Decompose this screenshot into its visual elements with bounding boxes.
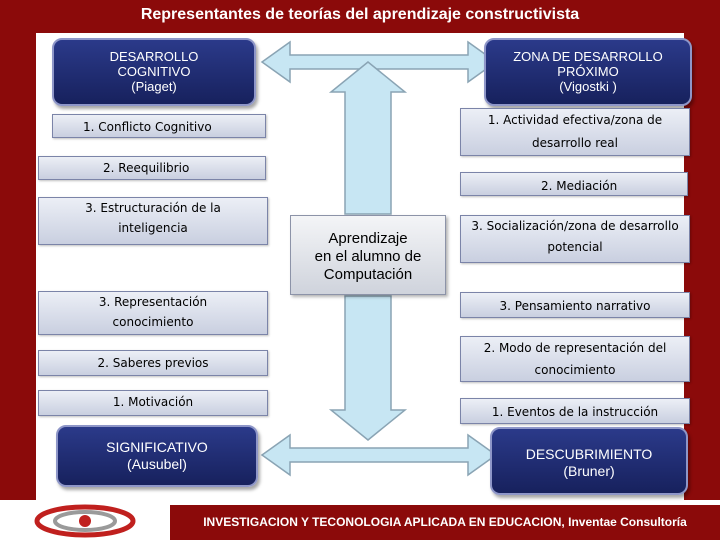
vigotski-box (484, 38, 692, 106)
bar-representacion (38, 291, 268, 335)
bar-motivacion (38, 390, 268, 416)
footer-bar: INVESTIGACION Y TECONOLOGIA APLICADA EN EDUCACION, Inventae Consultoría (170, 505, 720, 540)
ausubel-line1: SIGNIFICATIVO (106, 439, 208, 455)
bar-eventos (460, 398, 690, 424)
center-line3: Computación (323, 266, 413, 283)
piaget-line2: COGNITIVO (117, 64, 191, 79)
eventos-label: 1. Eventos de la instrucción (491, 405, 659, 419)
bar-conflicto (52, 114, 266, 138)
modo-line2: conocimiento (534, 363, 616, 377)
vigotski-line1: ZONA DE DESARROLLO (513, 49, 663, 64)
vertical-down-arrow (331, 296, 405, 440)
socializacion-line2: potencial (547, 240, 603, 254)
bar-saberes (38, 350, 268, 376)
ausubel-line2: (Ausubel) (127, 456, 187, 472)
bottom-double-arrow (262, 435, 496, 475)
estructuracion-line2: inteligencia (118, 221, 188, 235)
bar-estructuracion (38, 197, 268, 245)
bar-socializacion (460, 215, 690, 263)
representacion-line2: conocimiento (112, 315, 194, 329)
inventae-logo (30, 503, 140, 539)
bar-modo (460, 336, 690, 382)
bruner-box (490, 427, 688, 495)
page-title: Representantes de teorías del aprendizaje constructivista (140, 6, 580, 23)
estructuracion-line1: 3. Estructuración de la (85, 201, 221, 215)
motivacion-label: 1. Motivación (112, 395, 194, 409)
piaget-box (52, 38, 256, 106)
modo-line1: 2. Modo de representación del (483, 341, 667, 355)
vertical-up-arrow (331, 62, 405, 214)
center-line1: Aprendizaje (328, 230, 408, 247)
bar-pensamiento (460, 292, 690, 318)
vigotski-line3: (Vigostki ) (559, 79, 617, 94)
actividad-line1: 1. Actividad efectiva/zona de (487, 113, 663, 127)
reequilibrio-label: 2. Reequilibrio (103, 161, 190, 175)
representacion-line1: 3. Representación (98, 295, 208, 309)
bar-actividad (460, 108, 690, 156)
actividad-line2: desarrollo real (532, 136, 618, 150)
pensamiento-label: 3. Pensamiento narrativo (499, 299, 651, 313)
center-line2: en el alumno de (314, 248, 422, 265)
bar-mediacion (460, 172, 688, 196)
piaget-line1: DESARROLLO (109, 49, 199, 64)
mediacion-label: 2. Mediación (541, 179, 618, 193)
bruner-line2: (Bruner) (563, 463, 615, 479)
socializacion-line1: 3. Socialización/zona de desarrollo (471, 219, 679, 233)
ausubel-box (56, 425, 258, 487)
bruner-line1: DESCUBRIMIENTO (525, 446, 653, 462)
saberes-label: 2. Saberes previos (97, 356, 209, 370)
conflicto-label: 1. Conflicto Cognitivo (83, 120, 212, 134)
center-box (290, 215, 446, 295)
piaget-line3: (Piaget) (131, 79, 177, 94)
vigotski-line2: PRÓXIMO (557, 64, 619, 79)
bar-reequilibrio (38, 156, 266, 180)
